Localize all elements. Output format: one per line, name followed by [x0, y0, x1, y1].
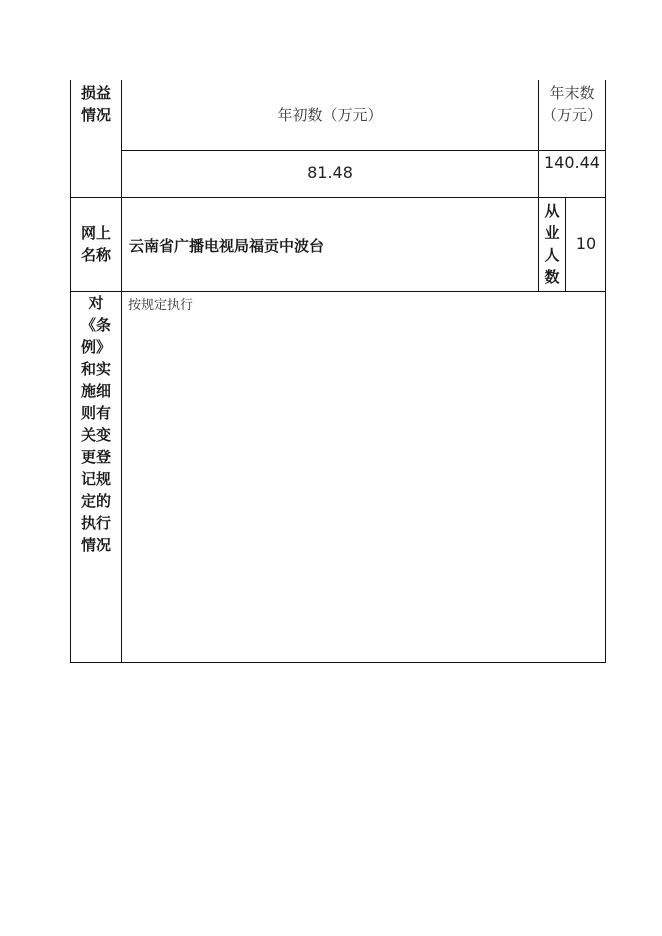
begin-value: 81.48	[307, 163, 353, 182]
staff-count-label: 从业人数	[544, 202, 560, 286]
row-divider-headers	[121, 150, 606, 151]
online-name-value: 云南省广播电视局福贡中波台	[129, 237, 325, 255]
table-divider-staff	[565, 197, 566, 292]
table-border-right	[605, 80, 606, 663]
table-border-bottom	[70, 662, 606, 663]
profit-loss-label: 损益情况	[80, 84, 111, 124]
regulation-label: 对《条例》和实施细则有关变更登记规定的执行情况	[80, 294, 111, 554]
row-divider-profit	[70, 197, 606, 198]
end-value-header: 年末数（万元）	[541, 84, 602, 124]
table-divider-end	[538, 80, 539, 292]
table-border-left	[70, 80, 71, 663]
staff-count-value: 10	[575, 234, 597, 253]
end-value: 140.44	[544, 153, 600, 172]
online-name-label: 网上名称	[80, 224, 111, 264]
regulation-value: 按规定执行	[128, 298, 194, 313]
begin-value-header: 年初数（万元）	[277, 106, 383, 124]
row-divider-online	[70, 291, 606, 292]
